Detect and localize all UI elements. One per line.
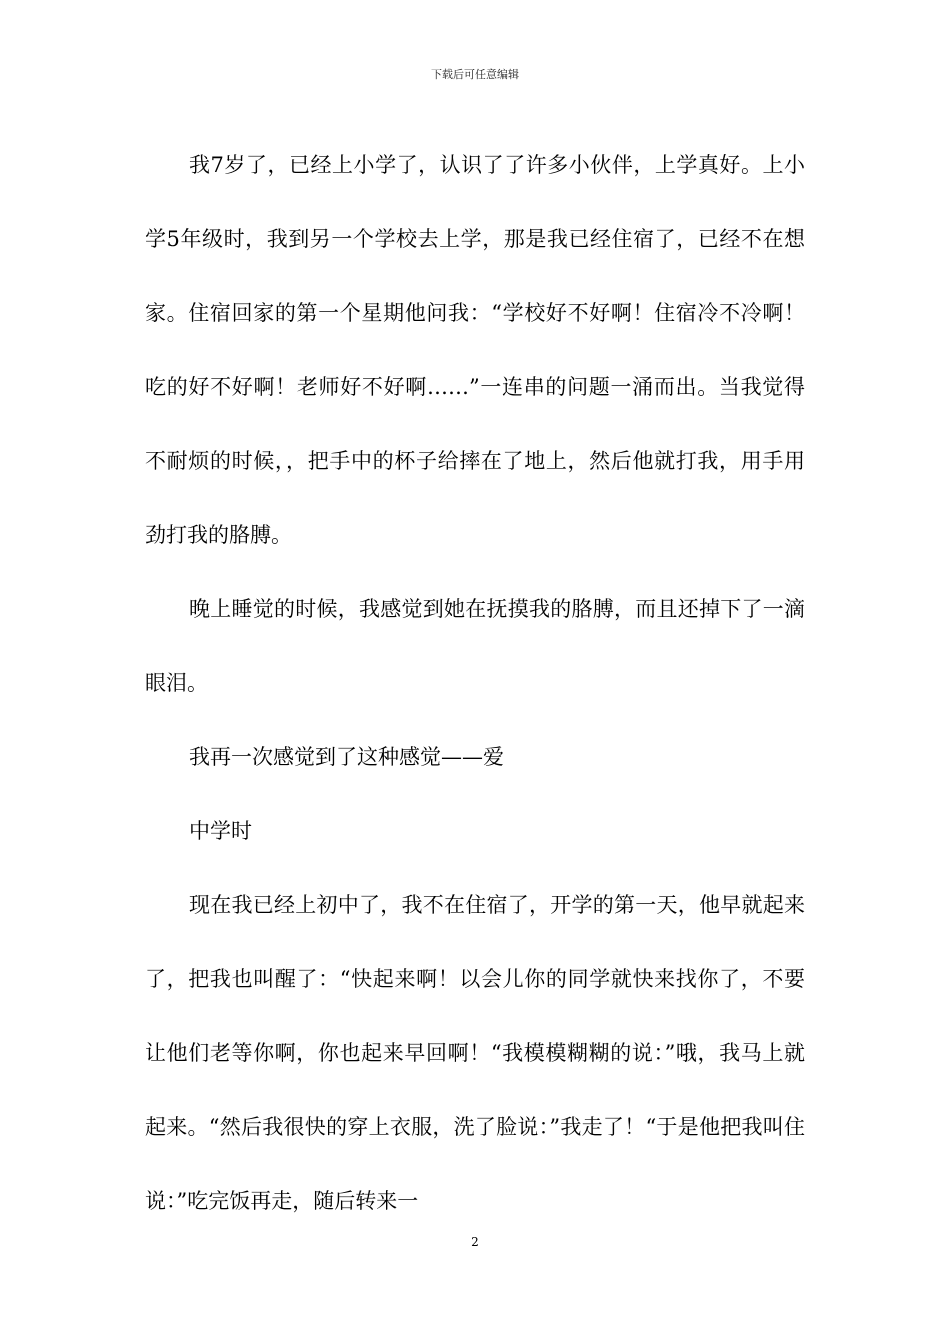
- page-number: 2: [471, 1235, 479, 1249]
- section-heading-middle-school: 中学时: [189, 819, 252, 843]
- page-header: 下载后可任意编辑: [431, 68, 519, 81]
- paragraph-primary-school: 我7岁了，已经上小学了，认识了了许多小伙伴，上学真好。上小学5年级时，我到另一个学校去上学，那是我已经住宿了，已经不在想家。住宿回家的第一个星期他问我：“学校好不好啊！住宿冷不冷啊！吃的好不好啊！老师好不好啊……”一连串的问题一涌而出。当我觉得不耐烦的时候，，把手中的杯子给摔在了地上，然后他就打我，用手用劲打我的胳膊。: [145, 153, 805, 547]
- paragraph-junior-high: 现在我已经上初中了，我不在住宿了，开学的第一天，他早就起来了，把我也叫醒了：“快起来啊！以会儿你的同学就快来找你了，不要让他们老等你啊，你也起来早回啊！“我模模糊糊的说：”哦，我马上就起来。“然后我很快的穿上衣服，洗了脸说：”我走了！“于是他把我叫住说：”吃完饭再走，随后转来一: [145, 893, 805, 1213]
- paragraph-love-again: 我再一次感觉到了这种感觉——爱: [189, 745, 504, 769]
- paragraph-night-tears: 晚上睡觉的时候，我感觉到她在抚摸我的胳膊，而且还掉下了一滴眼泪。: [145, 597, 805, 695]
- document-body: [145, 128, 805, 1238]
